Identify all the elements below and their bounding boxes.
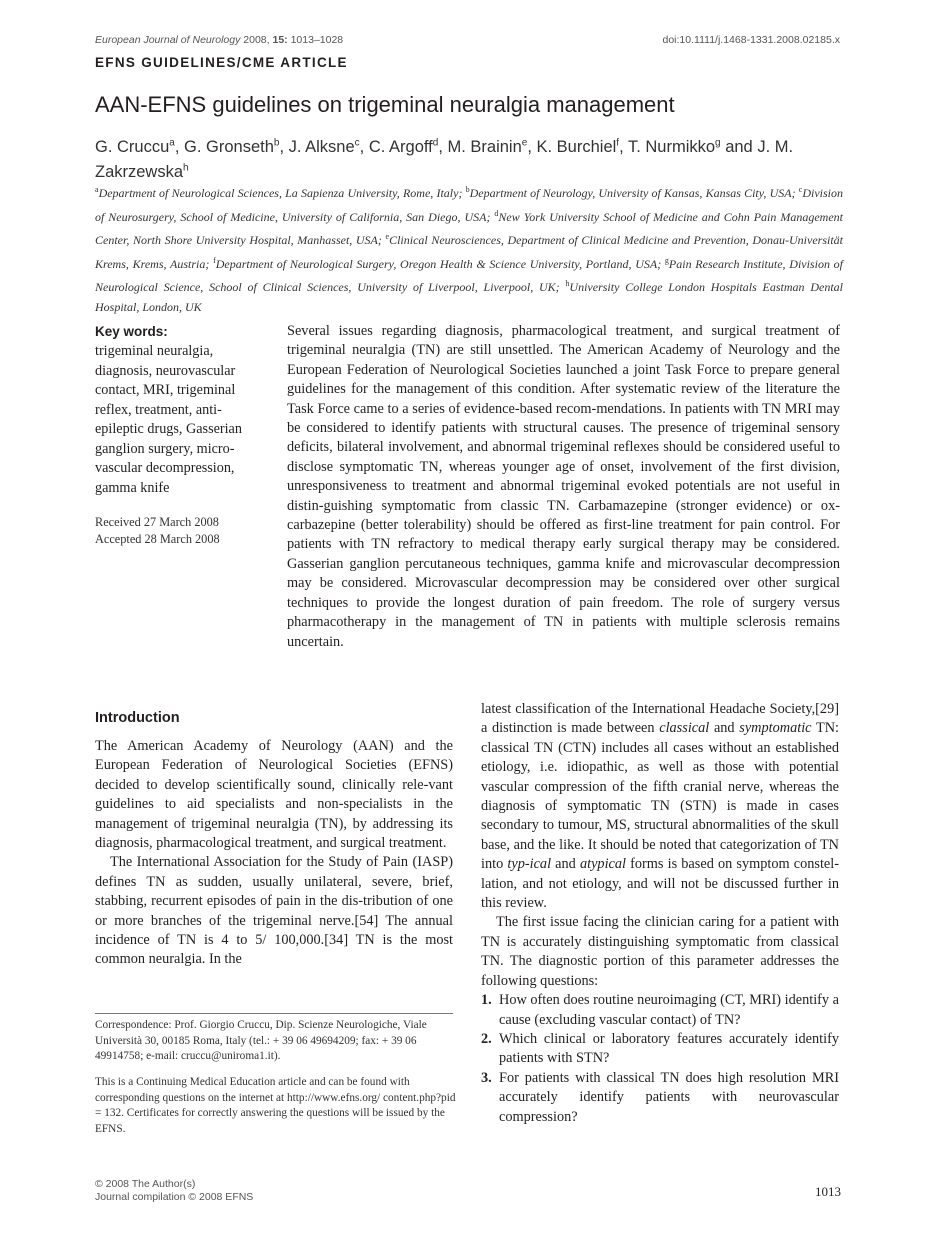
right-column	[481, 700, 839, 1127]
question-item: 3. For patients with classical TN does high resolution MRI accurately identify patients with neurovascular compression?	[481, 1069, 839, 1125]
abstract: Several issues regarding diagnosis, pharmacological treatment, and surgical treatment of trigeminal neuralgia (TN) are still unsettled. The American Academy of Neurology and the European Federation of Neurological Societies launched a joint Task Force to prepare general guidelines for the management of this condition. After systematic review of the literature the Task Force came to a series of evidence-based recom-mendations. In patients with TN MRI may be considered to identify patients with structural causes. The presence of trigeminal sensory deficits, bilateral involvement, and abnormal trigeminal reflexes should be considered useful to disclose symptomatic TN, whereas younger age of onset, involvement of the first division, unresponsiveness to treatment and abnormal trigeminal evoked potentials are not useful in distin-guishing symptomatic from classic TN. Carbamazepine (stronger evidence) or ox-carbazepine (better tolerability) should be offered as first-line treatment for pain control. For patients with TN refractory to medical therapy early surgical therapy may be considered. Gasserian ganglion percutaneous techniques, gamma knife and microvascular decompression may be considered. Microvascular decompression may be considered over other surgical techniques to provide the longest duration of pain freedom. The role of surgery versus pharmacotherapy in the management of TN in patients with multiple sclerosis remains uncertain.	[287, 323, 840, 650]
affiliation: $^h$University College London Hospitals Eastman Dental Hospital, London, UK	[95, 279, 843, 314]
keywords-list: trigeminal neuralgia, diagnosis, neurovascular contact, MRI, trigeminal reflex, treatment, anti-epileptic drugs, Gasserian ganglion surgery, micro-vascular decompression, gamma knife	[95, 343, 242, 496]
affiliations	[95, 180, 843, 317]
accepted-date: Accepted 28 March 2008	[95, 532, 220, 546]
cme-footnote: This is a Continuing Medical Education article and can be found with corresponding questions on the internet at http://www.efns.org/ content.php?pid = 132. Certificates for correctly answering the questions will be issued by the EFNS.	[95, 1076, 456, 1135]
author: T. Nurmikko$^g$ and	[627, 137, 758, 156]
intro-paragraph-3: latest classification of the International Headache Society,[29] a distinction is made between classical and symptomatic TN: classical TN (CTN) includes all cases without an established etiology, i.e. idiopathic, as well as those with potential vascular compression of the fifth cranial nerve, whereas the diagnosis of symptomatic TN (STN) is made in cases secondary to tumour, MS, structural abnormalities of the skull base, and the like. It should be noted that categorization of TN into typ-ical and atypical forms is based on symptom constel-lation, and not etiology, and will not be discussed further in this review.	[481, 701, 839, 912]
author: J. M. Zakrzewska$^h$	[95, 137, 794, 181]
article-title: AAN-EFNS guidelines on trigeminal neuralgia management	[95, 92, 675, 117]
left-column	[95, 737, 453, 970]
question-item: 2. Which clinical or laboratory features accurately identify patients with STN?	[481, 1030, 839, 1067]
affiliation: $^a$Department of Neurological Sciences, La Sapienza University, Rome, Italy;	[95, 185, 466, 200]
journal-name: European Journal of Neurology	[95, 34, 241, 46]
question-item: 1. How often does routine neuroimaging (CT, MRI) identify a cause (excluding vascular contact) of TN?	[481, 992, 840, 1028]
intro-paragraph-1: The American Academy of Neurology (AAN) and the European Federation of Neurological Societies (EFNS) decided to develop scientifically sound, clinically rele-vant guidelines to aid specialists and non-specialists in the management of trigeminal neuralgia (TN), by addressing its diagnosis, pharmacological treatment, and surgical treatment.	[95, 738, 453, 852]
volume: 15:	[272, 34, 288, 46]
author: M. Brainin$^e$,	[447, 137, 537, 156]
received-date: Received 27 March 2008	[95, 515, 219, 529]
author: G. Gronseth$^b$,	[184, 137, 289, 156]
footnote-divider	[95, 1013, 453, 1014]
article-dates	[95, 514, 220, 548]
intro-paragraph-2: The International Association for the Study of Pain (IASP) defines TN as sudden, usually unilateral, severe, brief, stabbing, recurrent episodes of pain in the dis-tribution of one or more branches of the trigeminal nerve.[54] The annual incidence of TN is 4 to 5/ 100,000.[34] TN is the most common neuralgia. In the	[95, 854, 453, 968]
affiliation: $^b$Department of Neurology, University of Kansas, Kansas City, USA;	[465, 185, 799, 200]
doi[interactable]: doi:10.1111/j.1468-1331.2008.02185.x	[662, 34, 840, 46]
intro-paragraph-4: The first issue facing the clinician caring for a patient with TN is accurately distinguishing symptomatic from classical TN. The diagnostic portion of this parameter addresses the following questions:	[481, 914, 839, 989]
author-list	[95, 132, 840, 183]
author: K. Burchiel$^f$,	[536, 137, 628, 156]
page-number: 1013	[815, 1184, 841, 1199]
diagnostic-questions	[481, 991, 839, 1127]
correspondence-footnote: Correspondence: Prof. Giorgio Cruccu, Dip. Scienze Neurologiche, Viale Università 30, 00185 Roma, Italy (tel.: + 39 06 49694209; fax: + 39 06 49914758; e-mail: cruccu@uniroma1.it).	[95, 1019, 427, 1063]
author: C. Argoff$^d$,	[368, 137, 448, 156]
section-label: EFNS GUIDELINES/CME ARTICLE	[95, 55, 348, 70]
copyright: © 2008 The Author(s) Journal compilation © 2008 EFNS	[95, 1178, 254, 1203]
introduction-heading: Introduction	[95, 710, 180, 726]
journal-citation: European Journal of Neurology 2008, 15: 1013–1028	[95, 34, 344, 46]
affiliation: $^d$New York University School of Medicine and Cohn Pain Management Center, North Shore University Hospital, Manhasset, USA;	[95, 208, 844, 247]
affiliation: $^g$Pain Research Institute, Division of Neurological Science, School of Clinical Sciences, University of Liverpool, Liverpool, UK;	[95, 255, 843, 294]
running-head	[95, 34, 840, 46]
affiliation: $^f$Department of Neurological Surgery, Oregon Health & Science University, Portland, USA;	[213, 255, 665, 271]
affiliation: $^c$Division of Neurosurgery, School of Medicine, University of California, San Diego, USA;	[95, 185, 844, 224]
author: G. Cruccu$^a$,	[95, 137, 185, 156]
author: J. Alksne$^c$,	[288, 137, 369, 156]
affiliation: $^e$Clinical Neurosciences, Department of Clinical Medicine and Prevention, Donau-Universität Krems, Krems, Austria;	[95, 232, 843, 271]
keywords-heading: Key words:	[95, 324, 168, 339]
